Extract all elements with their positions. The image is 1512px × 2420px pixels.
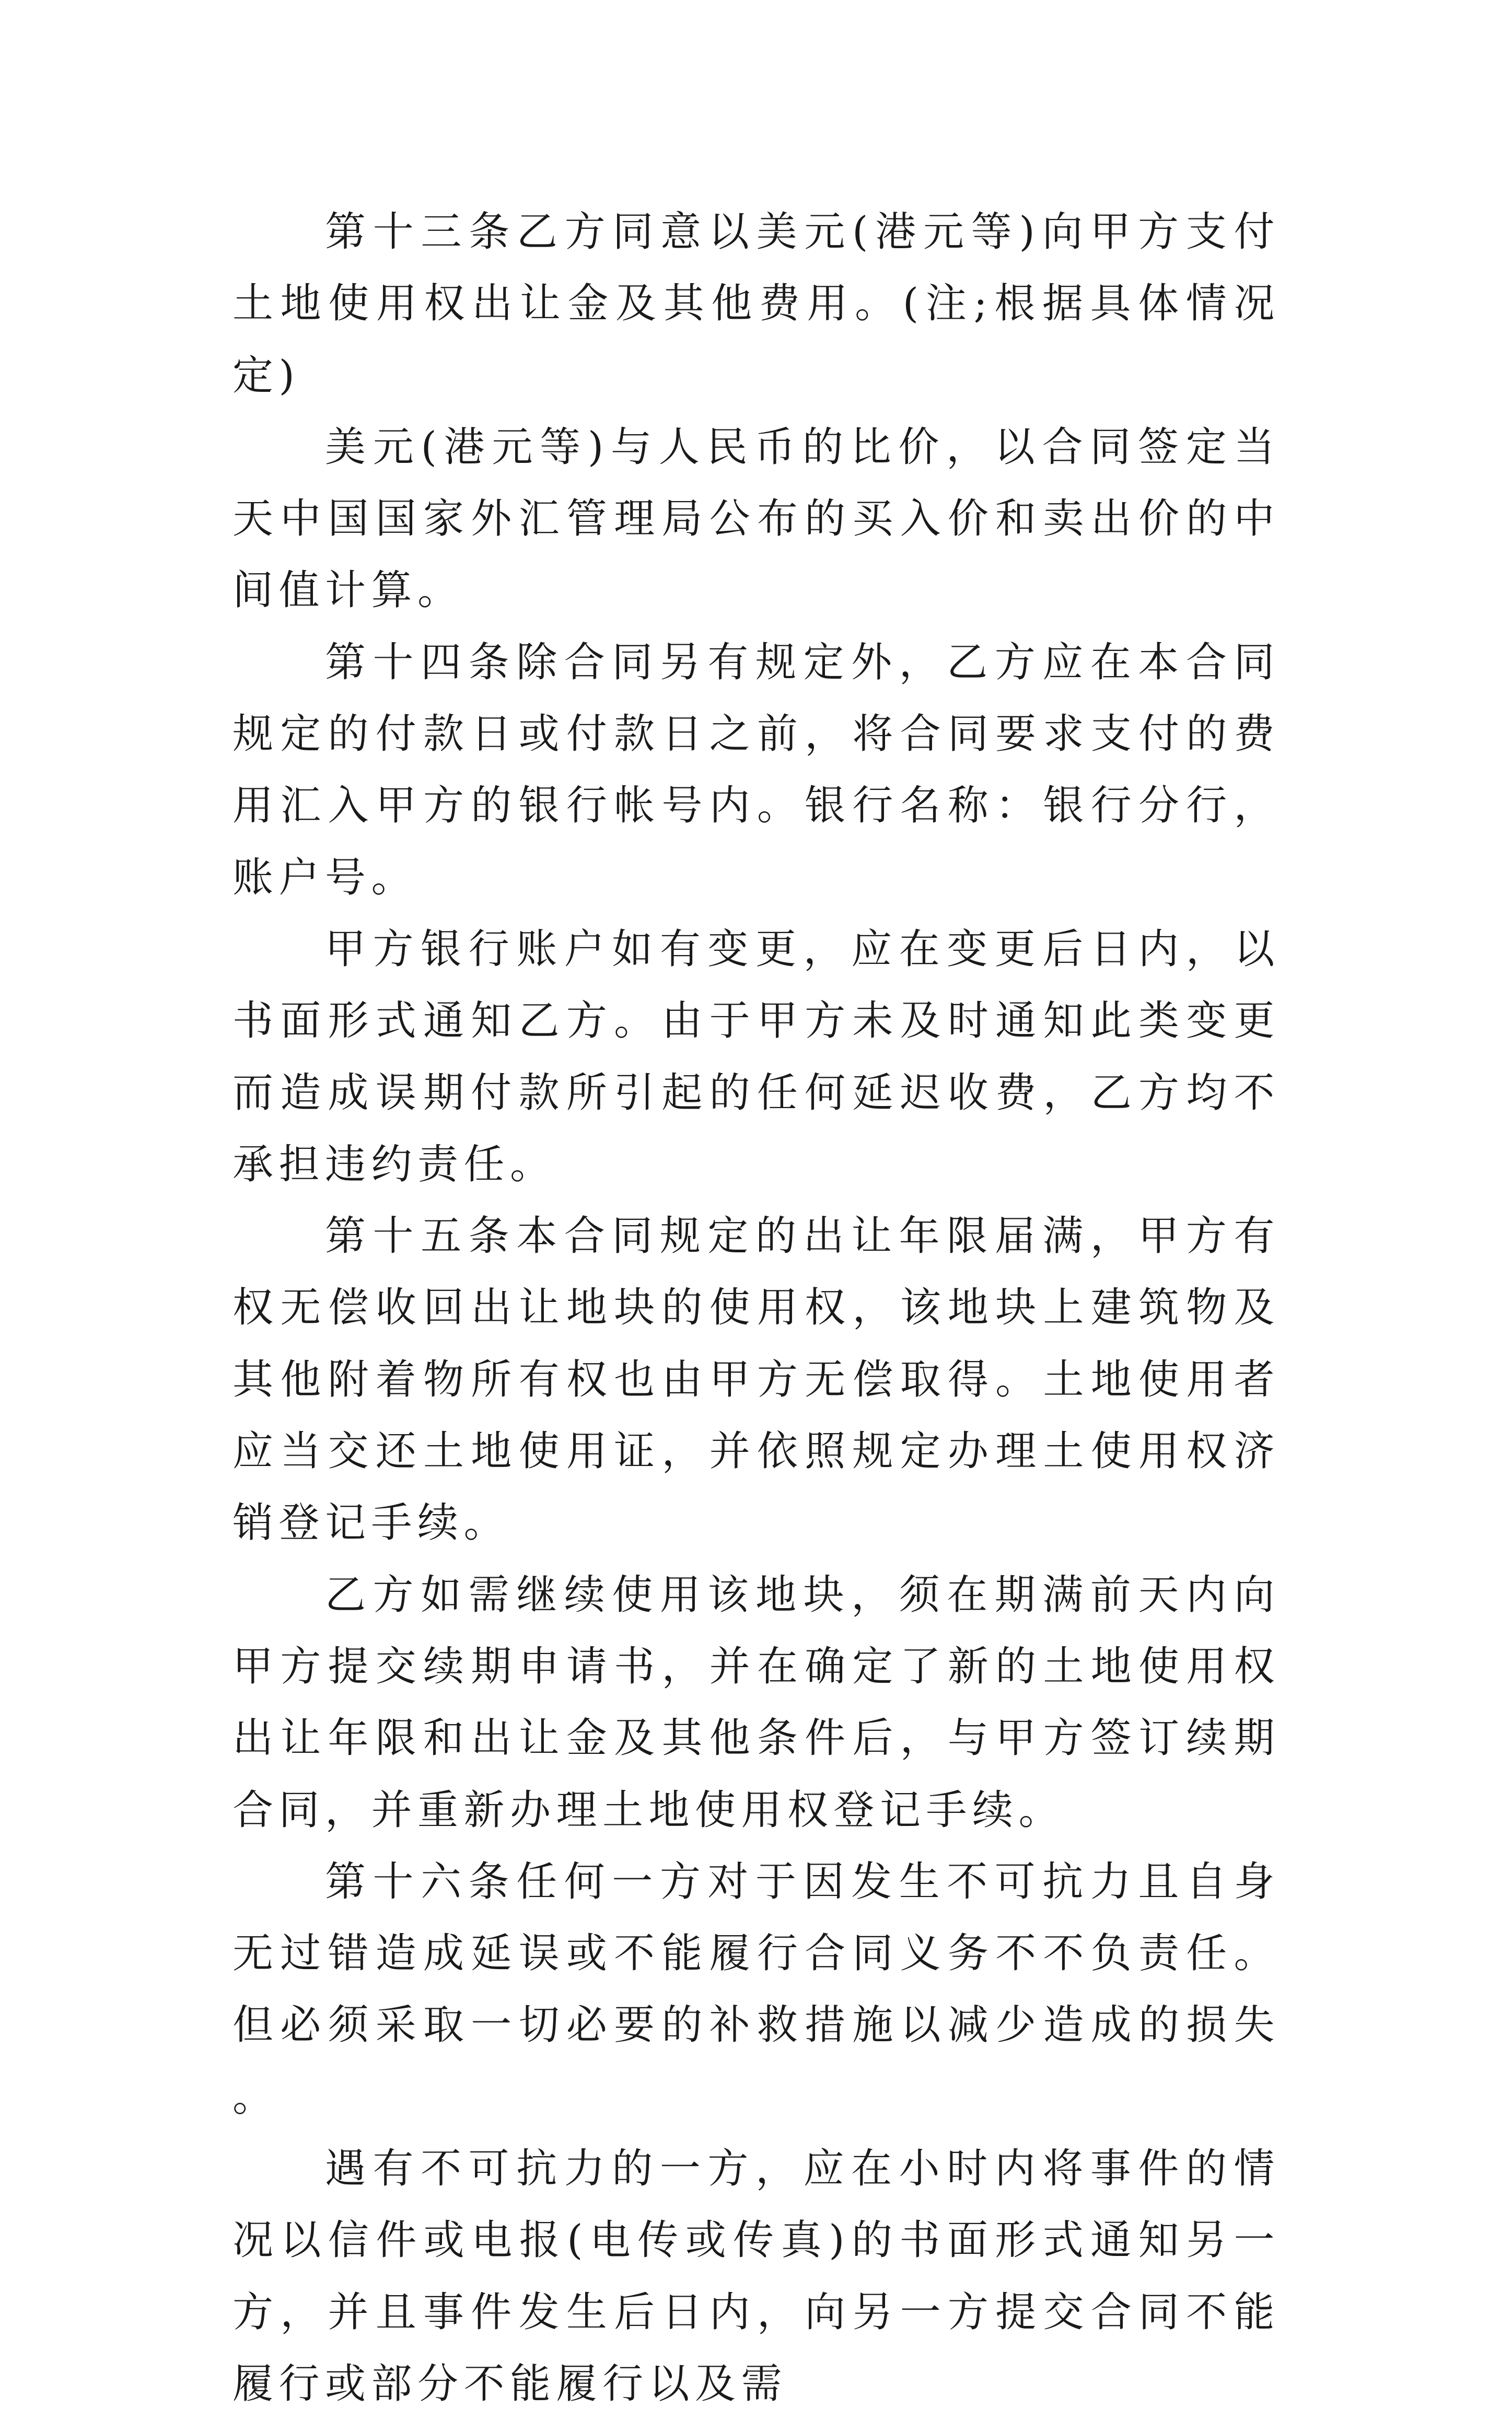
paragraph-renewal: 乙方如需继续使用该地块，须在期满前天内向甲方提交续期申请书，并在确定了新的土地使用权出让年限和出让金及其他条件后，与甲方签订续期合同，并重新办理土地使用权登记手续。: [232, 1571, 1280, 1834]
paragraph-bank-account-change: 甲方银行账户如有变更，应在变更后日内，以书面形式通知乙方。由于甲方未及时通知此类变更而造成误期付款所引起的任何延迟收费，乙方均不承担违约责任。: [232, 925, 1280, 1188]
paragraph-article-13: 第十三条乙方同意以美元(港元等)向甲方支付土地使用权出让金及其他费用。(注;根据具体情况定): [232, 208, 1280, 399]
paragraph-article-16: 第十六条任何一方对于因发生不可抗力且自身无过错造成延误或不能履行合同义务不不负责任。但必须采取一切必要的补救措施以减少造成的损失。: [232, 1858, 1280, 2121]
paragraph-article-15: 第十五条本合同规定的出让年限届满，甲方有权无偿收回出让地块的使用权，该地块上建筑物及其他附着物所有权也由甲方无偿取得。土地使用者应当交还土地使用证，并依照规定办理土使用权济销登记手续。: [232, 1213, 1280, 1547]
document-body: [232, 196, 1280, 2420]
paragraph-article-14: 第十四条除合同另有规定外，乙方应在本合同规定的付款日或付款日之前，将合同要求支付的费用汇入甲方的银行帐号内。银行名称：银行分行，账户号。: [232, 638, 1280, 901]
paragraph-force-majeure-notice: 遇有不可抗力的一方，应在小时内将事件的情况以信件或电报(电传或传真)的书面形式通知另一方，并且事件发生后日内，向另一方提交合同不能履行或部分不能履行以及需: [232, 2145, 1280, 2407]
paragraph-exchange-rate: 美元(港元等)与人民币的比价，以合同签定当天中国国家外汇管理局公布的买入价和卖出价的中间值计算。: [232, 423, 1280, 614]
